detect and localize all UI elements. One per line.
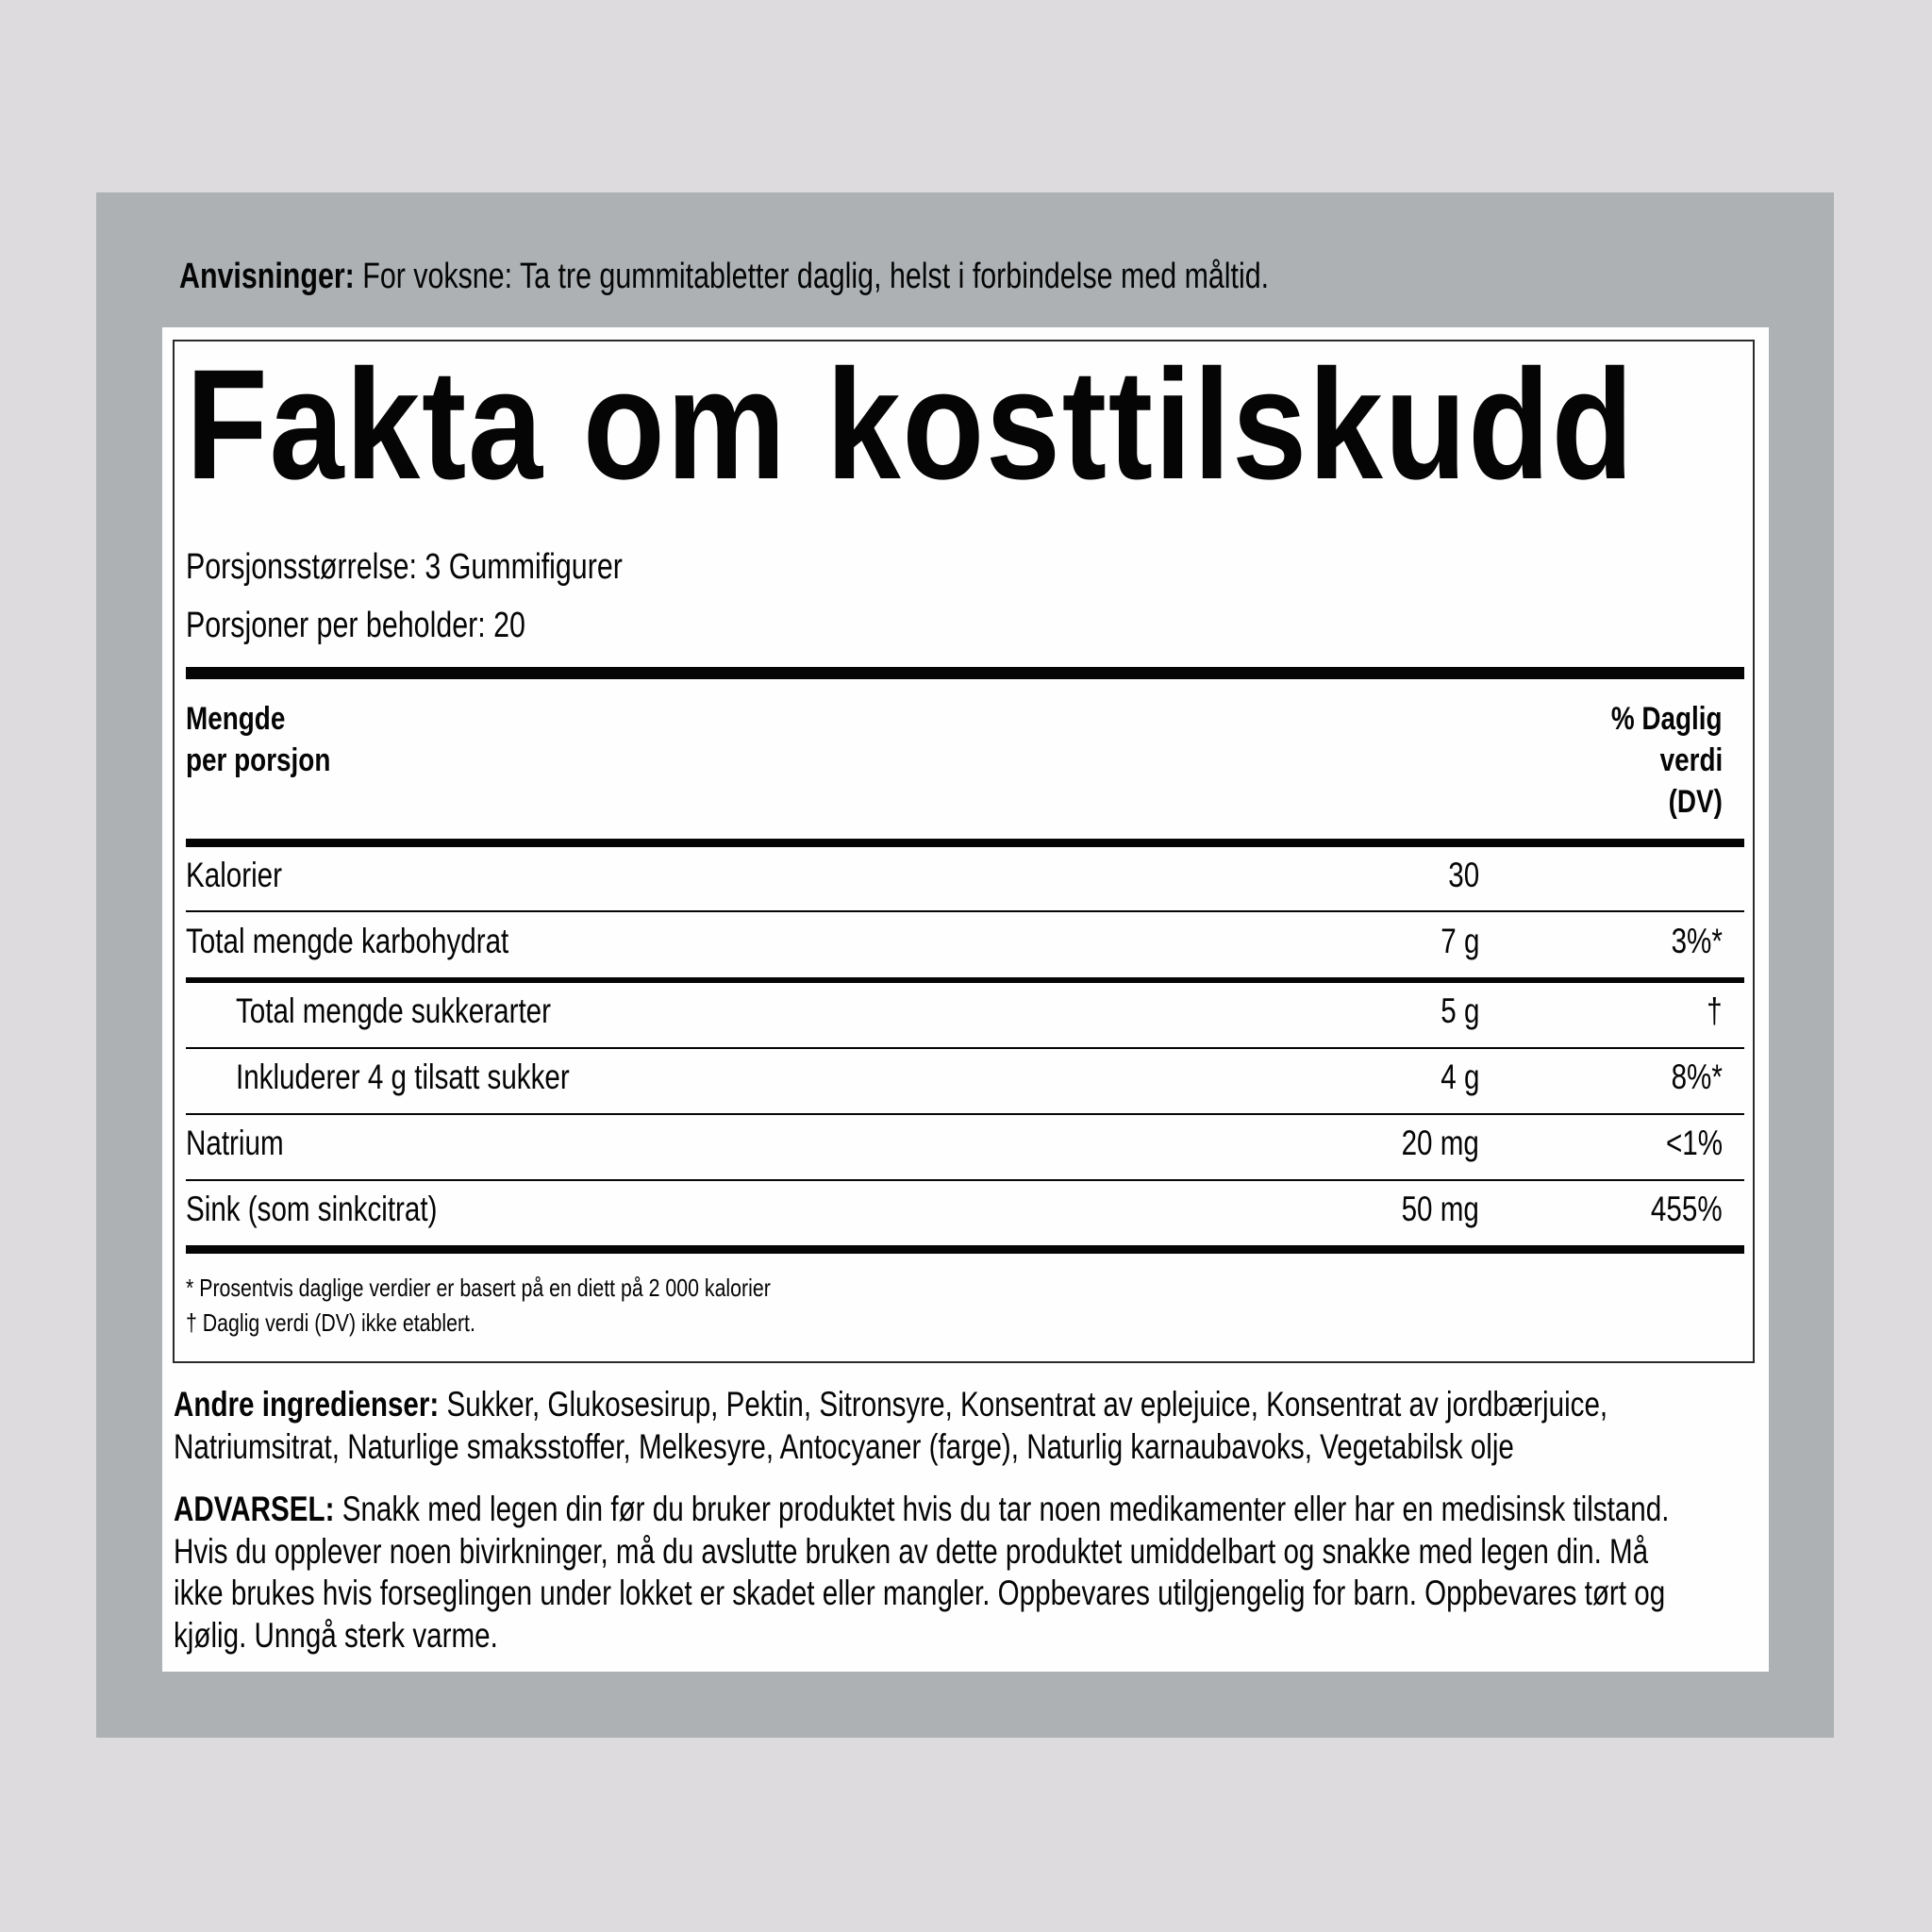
- warning-label: ADVARSEL:: [174, 1490, 335, 1528]
- thick-divider-bottom: [186, 1245, 1744, 1254]
- nutrient-amount-total-sugars: 5 g: [1440, 991, 1479, 1030]
- facts-title-text: Fakta om kosttilskudd: [186, 338, 1636, 512]
- warning-line2: Hvis du opplever noen bivirkninger, må du avslutte bruken av dette produktet umiddelbart og snakke med legen din. Må: [174, 1531, 1649, 1571]
- row-divider: [186, 910, 1744, 912]
- nutrient-amount-carbohydrate: 7 g: [1440, 922, 1479, 960]
- directions-text: [179, 255, 1541, 298]
- nutrient-label-carbohydrate: Total mengde karbohydrat: [186, 922, 509, 960]
- servings-per-container: [186, 605, 610, 646]
- facts-title: [186, 336, 1879, 515]
- row-divider: [186, 1113, 1744, 1115]
- warning-line4: kjølig. Unngå sterk varme.: [174, 1615, 498, 1655]
- nutrient-amount-calories: 30: [1448, 856, 1479, 894]
- directions-label: Anvisninger:: [179, 257, 355, 296]
- other-ingredients: [174, 1384, 1758, 1468]
- amount-per-serving-header: [186, 698, 362, 781]
- nutrient-amount-sodium: 20 mg: [1401, 1124, 1479, 1162]
- dv-header-line3: (DV): [1668, 784, 1723, 820]
- nutrient-dv-total-sugars: †: [1707, 991, 1723, 1030]
- serving-size-text: Porsjonsstørrelse: 3 Gummifigurer: [186, 547, 623, 587]
- footnote-daily-value-basis: * Prosentvis daglige verdier er basert på en diett på 2 000 kalorier: [186, 1274, 771, 1302]
- nutrient-amount-added-sugars: 4 g: [1440, 1058, 1479, 1096]
- ingredients-label: Andre ingredienser:: [174, 1385, 440, 1424]
- row-divider: [186, 1179, 1744, 1181]
- nutrient-dv-zinc: 455%: [1651, 1190, 1723, 1228]
- daily-value-header: [1587, 698, 1723, 823]
- nutrient-label-sodium: Natrium: [186, 1124, 284, 1162]
- directions-body: For voksne: Ta tre gummitabletter daglig, helst i forbindelse med måltid.: [354, 257, 1270, 296]
- amount-header-line2: per porsjon: [186, 742, 331, 778]
- thick-divider-header: [186, 839, 1744, 847]
- serving-size: [186, 546, 732, 588]
- nutrient-label-calories: Kalorier: [186, 856, 282, 894]
- dv-header-line2: verdi: [1659, 742, 1723, 778]
- ingredients-line1: Sukker, Glukosesirup, Pektin, Sitronsyre, Konsentrat av eplejuice, Konsentrat av jordbærjuice,: [439, 1385, 1608, 1424]
- nutrient-dv-carbohydrate: 3%*: [1671, 922, 1723, 960]
- nutrient-amount-zinc: 50 mg: [1401, 1190, 1479, 1228]
- warning-text: [174, 1489, 1758, 1657]
- thick-divider-top: [186, 667, 1744, 679]
- nutrient-label-added-sugars: Inkluderer 4 g tilsatt sukker: [236, 1058, 570, 1096]
- amount-header-line1: Mengde: [186, 701, 286, 737]
- warning-line1: Snakk med legen din før du bruker produktet hvis du tar noen medikamenter eller har en medisinsk tilstand.: [334, 1490, 1670, 1528]
- nutrient-dv-sodium: <1%: [1665, 1124, 1723, 1162]
- nutrient-label-zinc: Sink (som sinkcitrat): [186, 1190, 438, 1228]
- nutrient-label-total-sugars: Total mengde sukkerarter: [236, 991, 551, 1030]
- footnote-dv-not-established: † Daglig verdi (DV) ikke etablert.: [186, 1308, 475, 1337]
- ingredients-line2: Natriumsitrat, Naturlige smaksstoffer, Melkesyre, Antocyaner (farge), Naturlig karnaubavoks, Vegetabilsk olje: [174, 1426, 1514, 1466]
- dv-header-line1: % Daglig: [1611, 701, 1723, 737]
- nutrient-dv-added-sugars: 8%*: [1671, 1058, 1723, 1096]
- row-divider: [186, 1047, 1744, 1049]
- medium-divider: [186, 977, 1744, 983]
- servings-per-container-text: Porsjoner per beholder: 20: [186, 606, 525, 645]
- warning-line3: ikke brukes hvis forseglingen under lokket er skadet eller mangler. Oppbevares utilgjengelig for barn. Oppbevares tørt og: [174, 1574, 1666, 1612]
